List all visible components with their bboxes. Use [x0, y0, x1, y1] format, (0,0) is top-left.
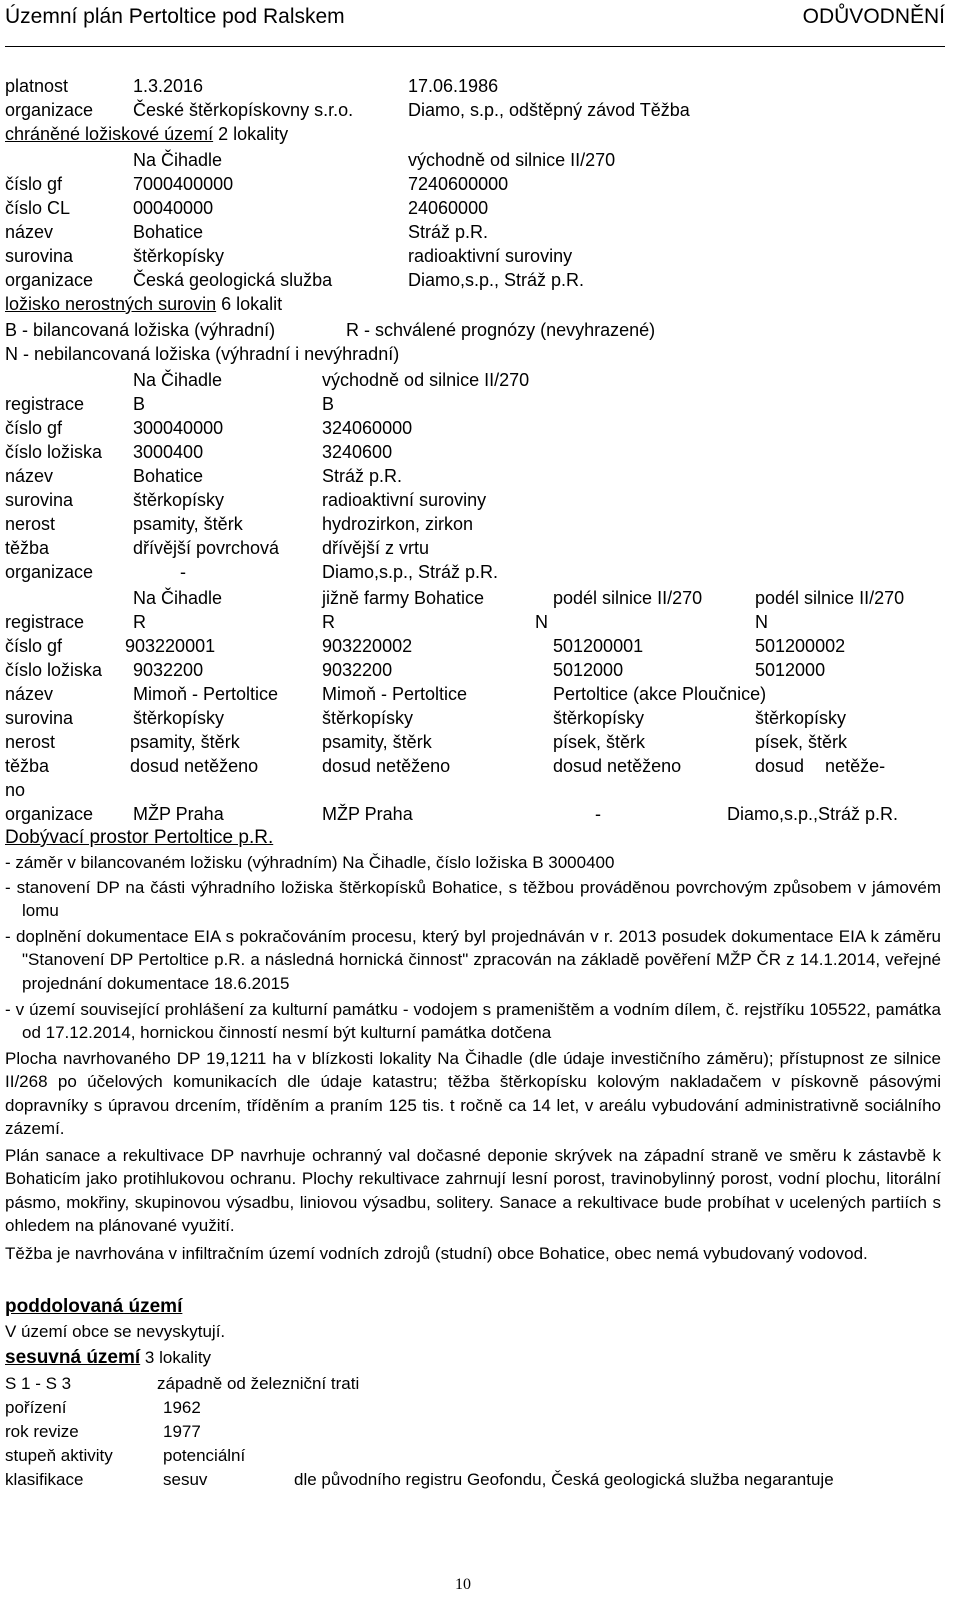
row-label: rok revize [5, 1422, 79, 1441]
cell: radioaktivní suroviny [322, 490, 487, 510]
cell: dřívější z vrtu [322, 538, 430, 558]
heading-count: 3 lokality [144, 1348, 212, 1367]
row-label: číslo gf [5, 418, 63, 438]
cell: - [595, 804, 601, 824]
row-label: název [5, 684, 54, 704]
cell: 300040000 [133, 418, 224, 438]
legend-r: R - schválené prognózy (nevyhrazené) [346, 320, 656, 340]
cell: Bohatice [133, 466, 204, 486]
heading-text: chráněné ložiskové území [5, 124, 214, 144]
cell: 3240600 [322, 442, 393, 462]
cell: písek, štěrk [553, 732, 646, 752]
cell: - [180, 562, 186, 582]
source-note: dle původního registru Geofondu, Česká geologická služba negarantuje [294, 1470, 834, 1489]
cell: Bohatice [133, 222, 204, 242]
cell: 1977 [163, 1422, 201, 1441]
row-label: název [5, 466, 54, 486]
cell: radioaktivní suroviny [408, 246, 573, 266]
cell: 3000400 [133, 442, 204, 462]
cell: štěrkopísky [553, 708, 645, 728]
bullet-item: - záměr v bilancovaném ložisku (výhradním) Na Čihadle, číslo ložiska B 3000400 [5, 853, 615, 872]
row-label: název [5, 222, 54, 242]
cell: 324060000 [322, 418, 413, 438]
document-title: Územní plán Pertoltice pod Ralskem [5, 5, 345, 28]
row-label: číslo ložiska [5, 660, 103, 680]
header-rule [5, 46, 945, 47]
heading-text: ložisko nerostných surovin [5, 294, 217, 314]
row-label: registrace [5, 612, 85, 632]
cell: 903220002 [322, 636, 413, 656]
cell: 501200001 [553, 636, 644, 656]
location: východně od silnice II/270 [322, 370, 530, 390]
paragraph: Těžba je navrhována v infiltračním území vodních zdrojů (studní) obce Bohatice, obec nemá vybudovaný vodovod. [5, 1244, 868, 1263]
row-label: klasifikace [5, 1470, 84, 1489]
section-text: V území obce se nevyskytují. [5, 1322, 226, 1341]
row-label: nerost [5, 732, 56, 752]
cell: 7000400000 [133, 174, 234, 194]
cell: písek, štěrk [755, 732, 848, 752]
row-label: číslo ložiska [5, 442, 103, 462]
cell: 5012000 [755, 660, 826, 680]
heading-count: 6 lokalit [221, 294, 283, 314]
cell: 5012000 [553, 660, 624, 680]
cell: R [133, 612, 146, 632]
row-label: organizace [5, 562, 94, 582]
page-number: 10 [455, 1576, 471, 1593]
cell: N [755, 612, 768, 632]
cell: 9032200 [322, 660, 393, 680]
cell: sesuv [163, 1470, 208, 1489]
row-label: číslo gf [5, 636, 63, 656]
location: podél silnice II/270 [553, 588, 703, 608]
cell: štěrkopísky [755, 708, 847, 728]
cell: R [322, 612, 335, 632]
row-label: organizace [5, 270, 94, 290]
cell: Mimoň - Pertoltice [322, 684, 468, 704]
cell: dosud netěženo [322, 756, 451, 776]
location: východně od silnice II/270 [408, 150, 616, 170]
row-label: číslo CL [5, 198, 71, 218]
location: Na Čihadle [133, 588, 223, 608]
row-label: stupeň aktivity [5, 1446, 113, 1465]
cell: Diamo,s.p., Stráž p.R. [408, 270, 585, 290]
heading-text: sesuvná území [5, 1347, 141, 1368]
row-label: těžba [5, 538, 50, 558]
cell: Diamo,s.p.,Stráž p.R. [727, 804, 899, 824]
row-label: číslo gf [5, 174, 63, 194]
cell: Stráž p.R. [322, 466, 403, 486]
cell: Mimoň - Pertoltice [133, 684, 279, 704]
cell: štěrkopísky [133, 490, 225, 510]
section-heading: Dobývací prostor Pertoltice p.R. [5, 827, 274, 848]
row-label: platnost [5, 76, 69, 96]
row-label: surovina [5, 246, 74, 266]
bullet-item: - stanovení DP na části výhradního ložiska štěrkopísků Bohatice, s těžbou prováděnou povrchovým způsobem v jámovém lomu [5, 878, 941, 921]
row-label: organizace [5, 804, 94, 824]
cell: České štěrkopískovny s.r.o. [133, 100, 354, 120]
cell-continuation: no [5, 780, 26, 800]
paragraph: Plocha navrhovaného DP 19,1211 ha v blízkosti lokality Na Čihadle (dle údaje investičního záměru); přístupnost ze silnice II/268 po účelových komunikacích dle údaje katastru; těžba štěrkopísku kolovým nakladačem v pískovně pásovými dopravníky s úpravou drcením, tříděním a praním 125 tis. t ročně ca 14 let, v areálu vybudování administrativně sociálního zázemí. [5, 1049, 941, 1139]
cell: 9032200 [133, 660, 204, 680]
heading-count: 2 lokality [218, 124, 289, 144]
cell: dřívější povrchová [133, 538, 280, 558]
section-heading: poddolovaná území [5, 1296, 183, 1317]
cell: B [133, 394, 146, 414]
row-label: registrace [5, 394, 85, 414]
row-label: surovina [5, 708, 74, 728]
cell: B [322, 394, 335, 414]
cell: dosud netěženo [130, 756, 259, 776]
row-label: nerost [5, 514, 56, 534]
section-heading [5, 1346, 211, 1369]
cell: dosud netěženo [553, 756, 682, 776]
cell: 1962 [163, 1398, 201, 1417]
location: jižně farmy Bohatice [322, 588, 485, 608]
cell: štěrkopísky [322, 708, 414, 728]
row-label: pořízení [5, 1398, 67, 1417]
cell: Stráž p.R. [408, 222, 489, 242]
cell: N [535, 612, 548, 632]
cell: MŽP Praha [133, 804, 224, 824]
cell: 7240600000 [408, 174, 509, 194]
cell: psamity, štěrk [133, 514, 243, 534]
row-label: S 1 - S 3 [5, 1374, 72, 1393]
section-label: ODŮVODNĚNÍ [802, 5, 945, 28]
cell: 17.06.1986 [408, 76, 499, 96]
cell: potenciální [163, 1446, 246, 1465]
row-label: těžba [5, 756, 50, 776]
cell: Pertoltice (akce Ploučnice) [553, 684, 767, 704]
row-label: surovina [5, 490, 74, 510]
cell: štěrkopísky [133, 246, 225, 266]
cell: 00040000 [133, 198, 214, 218]
location: Na Čihadle [133, 370, 223, 390]
cell: 24060000 [408, 198, 489, 218]
section-heading [5, 123, 288, 145]
cell: Diamo,s.p., Stráž p.R. [322, 562, 499, 582]
cell: 1.3.2016 [133, 76, 204, 96]
paragraph: Plán sanace a rekultivace DP navrhuje ochranný val dočasné deponie skrývek na západní straně ve směru k zástavbě k Bohaticím jako protihlukovou ochranu. Plochy rekultivace zahrnují lesní porost, travinobylinný porost, vodní plochu, litorální pásmo, mokřiny, skupinovou výsadbu, liniovou výsadbu, solitery. Sanace a rekultivace bude probíhat v ucelených partiích s ohledem na plánované využití. [5, 1146, 941, 1236]
location: podél silnice II/270 [755, 588, 905, 608]
location: Na Čihadle [133, 150, 223, 170]
cell: Diamo, s.p., odštěpný závod Těžba [408, 100, 690, 120]
cell: MŽP Praha [322, 804, 413, 824]
cell: 501200002 [755, 636, 846, 656]
row-label: organizace [5, 100, 94, 120]
bullet-item: - doplnění dokumentace EIA s pokračováním procesu, který byl projednáván v r. 2013 posudek dokumentace EIA k záměru "Stanovení DP Pertoltice p.R. a následná hornická činnost" zpracován na základě pověření MŽP ČR z 14.1.2014, veřejné projednání dokumentace 18.6.2015 [5, 927, 941, 993]
cell: psamity, štěrk [322, 732, 432, 752]
cell: hydrozirkon, zirkon [322, 514, 474, 534]
cell: západně od železniční trati [157, 1374, 360, 1393]
cell: štěrkopísky [133, 708, 225, 728]
cell: psamity, štěrk [130, 732, 240, 752]
legend-n: N - nebilancovaná ložiska (výhradní i nevýhradní) [5, 344, 400, 364]
section-heading [5, 293, 282, 315]
cell: dosud netěže- [755, 756, 886, 776]
legend-b: B - bilancovaná ložiska (výhradní) [5, 320, 276, 340]
cell: Česká geologická služba [133, 270, 333, 290]
cell: 903220001 [125, 636, 216, 656]
bullet-item: - v území související prohlášení za kulturní památku - vodojem s prameništěm a vodním dílem, č. rejstříku 105522, památka od 17.12.2014, hornickou činností nesmí být kulturní památka dotčena [5, 1000, 941, 1043]
